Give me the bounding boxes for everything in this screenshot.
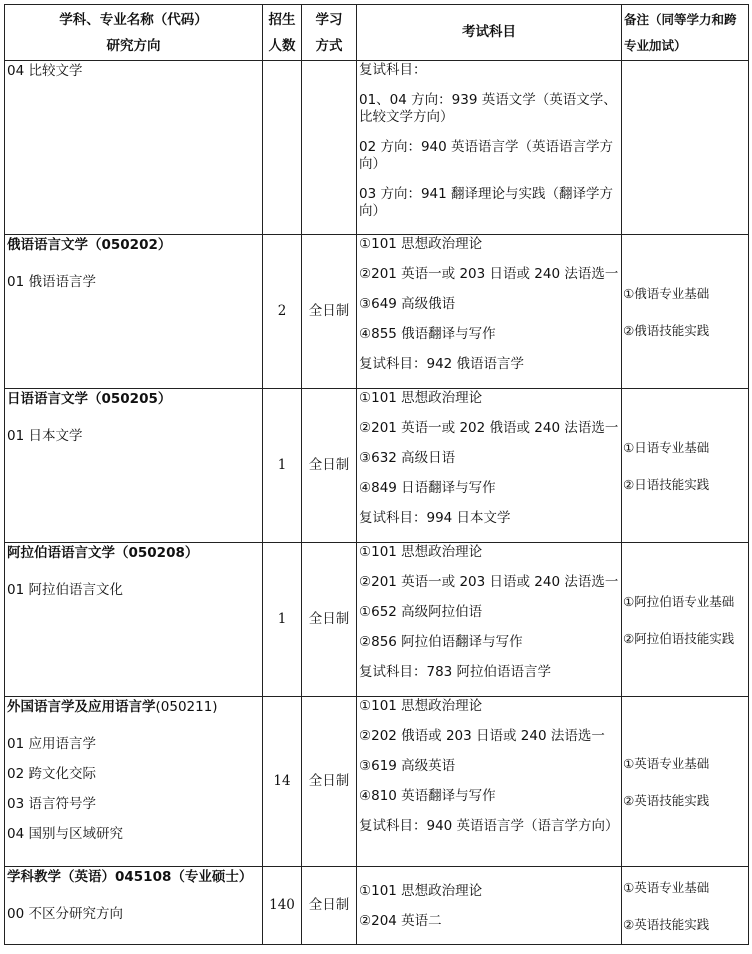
direction-item: 01 日本文学 (7, 428, 83, 444)
count-cell: 140 (263, 867, 302, 945)
subject-item: ①652 高级阿拉伯语 (359, 604, 483, 620)
subject-item: ④849 日语翻译与写作 (359, 480, 496, 496)
discipline-code: （050208） (115, 545, 199, 561)
remark-item: ①英语专业基础 (623, 755, 710, 771)
remark-item: ①英语专业基础 (623, 879, 710, 895)
discipline-code: （050202） (88, 237, 172, 253)
mode-cell (302, 61, 357, 235)
count-cell: 1 (263, 389, 302, 543)
count-cell (263, 61, 302, 235)
remark-item: ①俄语专业基础 (623, 285, 710, 301)
subjects-cell (357, 235, 622, 389)
subject-item: ②201 英语一或 202 俄语或 240 法语选一 (359, 420, 619, 436)
discipline-name: 外国语言学及应用语言学 (7, 699, 156, 715)
header-count (263, 5, 302, 61)
table-row (5, 235, 749, 389)
direction-item: 01 应用语言学 (7, 736, 96, 752)
header-remarks-line1: 备注（同等学力和跨 (624, 11, 737, 27)
subjects-cell (357, 697, 622, 867)
discipline-name: 日语语言文学 (7, 391, 88, 407)
mode-cell: 全日制 (302, 543, 357, 697)
table-row (5, 867, 749, 945)
direction-item: 00 不区分研究方向 (7, 906, 123, 922)
subject-item: 复试科目：994 日本文学 (359, 510, 511, 526)
mode-cell: 全日制 (302, 389, 357, 543)
subject-item: ①101 思想政治理论 (359, 544, 483, 560)
subjects-cell (357, 543, 622, 697)
subject-item: 复试科目：942 俄语语言学 (359, 356, 525, 372)
discipline-code: （050205） (88, 391, 172, 407)
remark-item: ②英语技能实践 (623, 916, 710, 932)
subject-item: ①101 思想政治理论 (359, 236, 483, 252)
direction-item: 01 俄语语言学 (7, 274, 96, 290)
header-subjects: 考试科目 (357, 5, 622, 61)
discipline-cell (5, 61, 263, 235)
remarks-cell (622, 697, 749, 867)
header-mode (302, 5, 357, 61)
header-discipline-line2: 研究方向 (106, 37, 161, 54)
subject-item: ①101 思想政治理论 (359, 698, 483, 714)
discipline-code: (050211) (155, 699, 218, 715)
remarks-cell (622, 867, 749, 945)
remark-item: ②日语技能实践 (623, 476, 710, 492)
subject-item: ①101 思想政治理论 (359, 390, 483, 406)
count-cell: 1 (263, 543, 302, 697)
table-row (5, 697, 749, 867)
direction-item: 04 国别与区域研究 (7, 826, 123, 842)
discipline-cell (5, 543, 263, 697)
subject-item: ③649 高级俄语 (359, 296, 456, 312)
subjects-cell (357, 61, 622, 235)
subject-item: 03 方向：941 翻译理论与实践（翻译学方向） (359, 186, 614, 219)
header-count-line1: 招生 (268, 11, 296, 28)
subject-item: ②856 阿拉伯语翻译与写作 (359, 634, 523, 650)
subjects-cell (357, 389, 622, 543)
table-row (5, 61, 749, 235)
remark-item: ①日语专业基础 (623, 439, 710, 455)
header-discipline-line1: 学科、专业名称（代码） (59, 11, 208, 28)
subject-item: 复试科目：940 英语语言学（语言学方向） (359, 818, 619, 834)
header-mode-line2: 方式 (315, 37, 343, 54)
direction-item: 04 比较文学 (7, 63, 83, 79)
remark-item: ②英语技能实践 (623, 792, 710, 808)
subject-item: ①101 思想政治理论 (359, 882, 483, 899)
direction-item: 03 语言符号学 (7, 796, 96, 812)
remarks-cell (622, 389, 749, 543)
discipline-name: 俄语语言文学 (7, 237, 88, 253)
mode-cell: 全日制 (302, 697, 357, 867)
subjects-cell (357, 867, 622, 945)
subject-item: ②204 英语二 (359, 912, 442, 929)
subject-item: 复试科目： (359, 62, 427, 78)
remark-item: ①阿拉伯语专业基础 (623, 593, 735, 609)
header-count-line2: 人数 (268, 37, 296, 54)
remark-item: ②阿拉伯语技能实践 (623, 630, 735, 646)
header-discipline (5, 5, 263, 61)
discipline-cell (5, 235, 263, 389)
subject-item: ②202 俄语或 203 日语或 240 法语选一 (359, 728, 605, 744)
remarks-cell (622, 543, 749, 697)
table-row (5, 543, 749, 697)
header-mode-line1: 学习 (315, 11, 343, 28)
count-cell: 14 (263, 697, 302, 867)
subject-item: ②201 英语一或 203 日语或 240 法语选一 (359, 574, 619, 590)
direction-item: 01 阿拉伯语言文化 (7, 582, 123, 598)
subject-item: ②201 英语一或 203 日语或 240 法语选一 (359, 266, 619, 282)
mode-cell: 全日制 (302, 235, 357, 389)
header-row (5, 5, 749, 61)
subject-item: ③632 高级日语 (359, 450, 456, 466)
header-remarks-line2: 专业加试） (624, 37, 687, 53)
subject-item: ③619 高级英语 (359, 758, 456, 774)
subject-item: ④810 英语翻译与写作 (359, 788, 496, 804)
remarks-cell (622, 235, 749, 389)
subject-item: 复试科目：783 阿拉伯语语言学 (359, 664, 552, 680)
mode-cell: 全日制 (302, 867, 357, 945)
table-row (5, 389, 749, 543)
count-cell: 2 (263, 235, 302, 389)
discipline-name: 阿拉伯语语言文学 (7, 545, 115, 561)
discipline-cell (5, 867, 263, 945)
header-remarks (622, 5, 749, 61)
enrollment-table (4, 4, 749, 945)
direction-item: 02 跨文化交际 (7, 766, 96, 782)
subject-item: ④855 俄语翻译与写作 (359, 326, 496, 342)
discipline-name: 学科教学（英语）045108（专业硕士） (7, 869, 253, 885)
subject-item: 01、04 方向：939 英语文学（英语文学、比较文学方向） (359, 92, 617, 125)
discipline-cell (5, 697, 263, 867)
discipline-cell (5, 389, 263, 543)
subject-item: 02 方向：940 英语语言学（英语语言学方向） (359, 139, 614, 172)
remarks-cell (622, 61, 749, 235)
remark-item: ②俄语技能实践 (623, 322, 710, 338)
